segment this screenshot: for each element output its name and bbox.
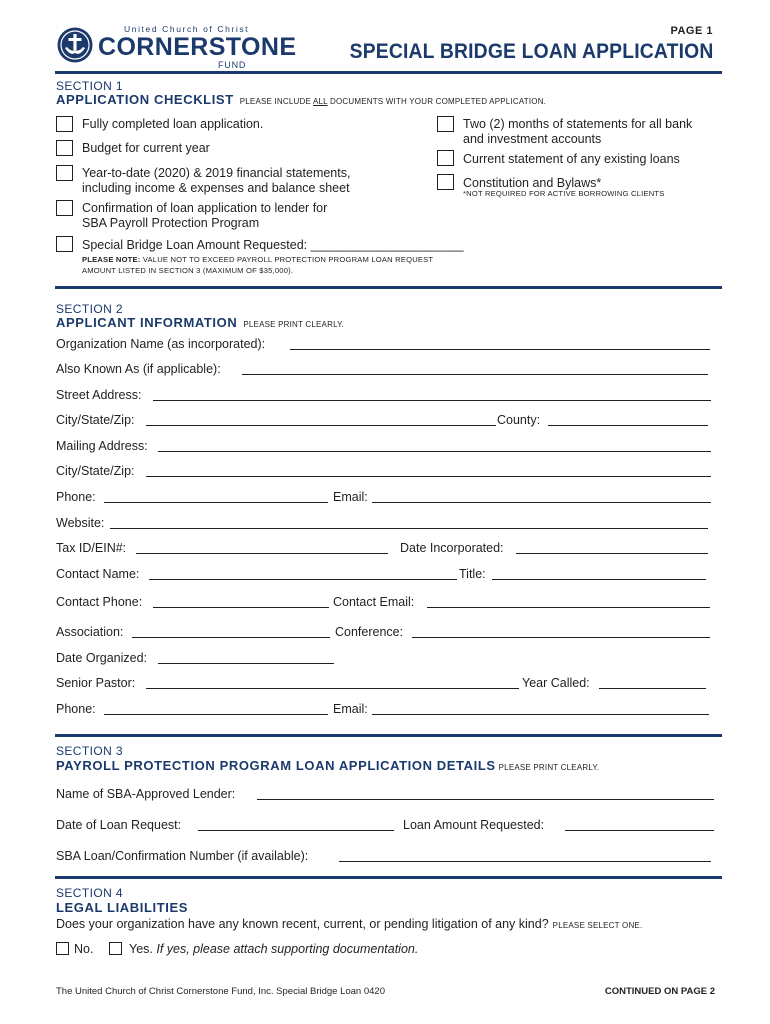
year-called-input[interactable]: [599, 688, 706, 689]
section1-title: [56, 92, 546, 107]
checkbox-bylaws[interactable]: [437, 174, 454, 190]
city2-input[interactable]: [146, 476, 711, 477]
section1-note: PLEASE INCLUDE ALL DOCUMENTS WITH YOUR COMPLETED APPLICATION.: [239, 97, 547, 106]
contact-phone-label: Contact Phone:: [56, 595, 143, 609]
section4-label: SECTION 4: [56, 886, 123, 900]
city1-input[interactable]: [146, 425, 496, 426]
please-note: PLEASE NOTE: VALUE NOT TO EXCEED PAYROLL PROTECTION PROGRAM LOAN REQUEST: [82, 255, 434, 264]
section2-label: SECTION 2: [56, 302, 123, 316]
phone1-label: Phone:: [56, 490, 96, 504]
aka-input[interactable]: [242, 374, 708, 375]
checkbox-budget[interactable]: [56, 140, 73, 156]
amount-request-label: Loan Amount Requested:: [403, 818, 545, 832]
org-name-label: Organization Name (as incorporated):: [56, 337, 266, 351]
org-name: CORNERSTONE: [98, 33, 297, 61]
section2-title-text: APPLICANT INFORMATION: [56, 315, 238, 330]
document-title: SPECIAL BRIDGE LOAN APPLICATION: [349, 40, 713, 63]
checklist-item-financial-statements-line1: Year-to-date (2020) & 2019 financial statements,: [82, 166, 351, 180]
date-inc-input[interactable]: [516, 553, 708, 554]
bylaws-note: *NOT REQUIRED FOR ACTIVE BORROWING CLIENTS: [463, 189, 665, 198]
section2-title: [56, 315, 344, 330]
section1-divider: [55, 286, 722, 289]
please-note-line2: AMOUNT LISTED IN SECTION 3 (MAXIMUM OF $35,000).: [82, 266, 294, 275]
year-called-label: Year Called:: [522, 676, 590, 690]
contact-name-input[interactable]: [149, 579, 457, 580]
association-input[interactable]: [132, 637, 330, 638]
pastor-label: Senior Pastor:: [56, 676, 136, 690]
section4-title: LEGAL LIABILITIES: [56, 900, 189, 915]
checkbox-bank-statements[interactable]: [437, 116, 454, 132]
section3-divider: [55, 876, 722, 879]
checklist-item-bylaws: Constitution and Bylaws*: [463, 176, 602, 190]
county-label: County:: [497, 413, 541, 427]
website-label: Website:: [56, 516, 105, 530]
org-name-input[interactable]: [290, 349, 710, 350]
lender-label: Name of SBA-Approved Lender:: [56, 787, 236, 801]
title-label: Title:: [459, 567, 486, 581]
amount-request-input[interactable]: [565, 830, 714, 831]
taxid-label: Tax ID/EIN#:: [56, 541, 127, 555]
checklist-item-bank-statements-line1: Two (2) months of statements for all bank: [463, 117, 693, 131]
mailing-label: Mailing Address:: [56, 439, 148, 453]
date-inc-label: Date Incorporated:: [400, 541, 504, 555]
checkbox-litigation-no[interactable]: [56, 942, 69, 955]
litigation-yes-label: Yes. If yes, please attach supporting documentation.: [129, 942, 419, 956]
email2-input[interactable]: [372, 714, 709, 715]
section3-label: SECTION 3: [56, 744, 123, 758]
checklist-item-financial-statements-line2: including income & expenses and balance sheet: [82, 181, 350, 195]
mailing-input[interactable]: [158, 451, 711, 452]
pastor-input[interactable]: [146, 688, 519, 689]
section3-title-text: PAYROLL PROTECTION PROGRAM LOAN APPLICATION DETAILS: [56, 758, 496, 773]
org-top-text: United Church of Christ: [124, 24, 250, 34]
checklist-item-bank-statements-line2: and investment accounts: [463, 132, 602, 146]
contact-email-input[interactable]: [427, 607, 710, 608]
confirmation-number-input[interactable]: [339, 861, 711, 862]
continued-note: CONTINUED ON PAGE 2: [604, 986, 715, 997]
section2-divider: [55, 734, 722, 737]
date-request-input[interactable]: [198, 830, 394, 831]
section1-label: SECTION 1: [56, 79, 123, 93]
section2-note: PLEASE PRINT CLEARLY.: [243, 320, 345, 329]
checklist-item-sba-confirmation-line1: Confirmation of loan application to lender for: [82, 201, 328, 215]
checklist-item-loan-application: Fully completed loan application.: [82, 117, 264, 131]
conference-label: Conference:: [335, 625, 404, 639]
footer-text: The United Church of Christ Cornerstone Fund, Inc. Special Bridge Loan 0420: [56, 986, 385, 997]
conference-input[interactable]: [412, 637, 710, 638]
checkbox-litigation-yes[interactable]: [109, 942, 122, 955]
phone1-input[interactable]: [104, 502, 328, 503]
street-input[interactable]: [153, 400, 711, 401]
lender-input[interactable]: [257, 799, 714, 800]
section3-note: PLEASE PRINT CLEARLY.: [498, 763, 600, 772]
email1-input[interactable]: [372, 502, 711, 503]
contact-email-label: Contact Email:: [333, 595, 415, 609]
confirmation-number-label: SBA Loan/Confirmation Number (if available):: [56, 849, 309, 863]
date-org-label: Date Organized:: [56, 651, 148, 665]
county-input[interactable]: [548, 425, 708, 426]
checklist-item-bridge-loan-amount: Special Bridge Loan Amount Requested: ______________________: [82, 238, 464, 252]
date-request-label: Date of Loan Request:: [56, 818, 182, 832]
checklist-item-sba-confirmation-line2: SBA Payroll Protection Program: [82, 216, 260, 230]
city2-label: City/State/Zip:: [56, 464, 135, 478]
phone2-label: Phone:: [56, 702, 96, 716]
section3-title: [56, 758, 599, 773]
checkbox-loan-application[interactable]: [56, 116, 73, 132]
taxid-input[interactable]: [136, 553, 388, 554]
page-number: PAGE 1: [670, 25, 713, 37]
checklist-item-budget: Budget for current year: [82, 141, 210, 155]
litigation-no-label: No.: [74, 942, 94, 956]
section1-title-text: APPLICATION CHECKLIST: [56, 92, 234, 107]
checkbox-financial-statements[interactable]: [56, 165, 73, 181]
date-org-input[interactable]: [158, 663, 334, 664]
org-fund: FUND: [218, 60, 247, 70]
header-divider: [55, 71, 722, 74]
phone2-input[interactable]: [104, 714, 328, 715]
cornerstone-logo-icon: [56, 26, 94, 64]
checklist-item-existing-loans: Current statement of any existing loans: [463, 152, 680, 166]
title-input[interactable]: [492, 579, 706, 580]
contact-name-label: Contact Name:: [56, 567, 140, 581]
city1-label: City/State/Zip:: [56, 413, 135, 427]
checkbox-sba-confirmation[interactable]: [56, 200, 73, 216]
aka-label: Also Known As (if applicable):: [56, 362, 221, 376]
email1-label: Email:: [333, 490, 368, 504]
checkbox-existing-loans[interactable]: [437, 150, 454, 166]
street-label: Street Address:: [56, 388, 142, 402]
association-label: Association:: [56, 625, 124, 639]
checkbox-bridge-loan-amount[interactable]: [56, 236, 73, 252]
website-input[interactable]: [110, 528, 708, 529]
email2-label: Email:: [333, 702, 368, 716]
litigation-question: Does your organization have any known recent, current, or pending litigation of any kind? PLEASE SELECT ONE.: [56, 917, 643, 931]
contact-phone-input[interactable]: [153, 607, 329, 608]
